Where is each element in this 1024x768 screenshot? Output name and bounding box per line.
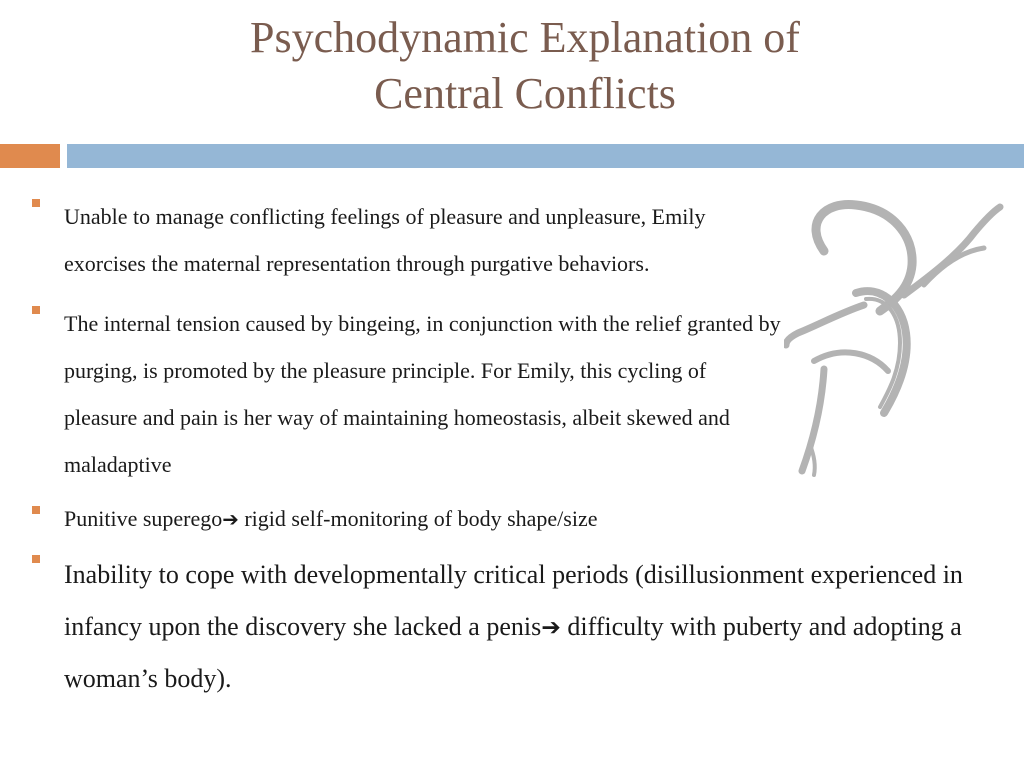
- title-line-1: Psychodynamic Explanation of: [250, 13, 800, 62]
- bullet-text-after-arrow: difficulty with puberty and adopting a woman’s body).: [64, 612, 962, 693]
- square-bullet-icon: [32, 555, 40, 563]
- bullet-item: [28, 193, 784, 287]
- title-line-2: Central Conflicts: [374, 69, 676, 118]
- right-arrow-icon: ➔: [541, 613, 561, 641]
- square-bullet-icon: [32, 306, 40, 314]
- square-bullet-icon: [32, 506, 40, 514]
- bullet-text: The internal tension caused by bingeing, in conjunction with the relief granted by purging, is promoted by the pleasure principle. For Emily, this cycling of pleasure and pain is her way of maintaining homeostasis, albeit skewed and maladaptive: [64, 311, 781, 477]
- right-arrow-icon: ➔: [222, 508, 239, 531]
- bullet-item: [28, 502, 988, 537]
- bullet-list: [28, 193, 988, 705]
- bullet-item: [28, 549, 988, 705]
- bullet-text-after-arrow: rigid self-monitoring of body shape/size: [238, 506, 598, 531]
- accent-bar-orange: [0, 144, 60, 168]
- bullet-text-before-arrow: Inability to cope with developmentally critical periods (disillusionment experienced in infancy upon the discovery she lacked a penis: [64, 560, 963, 641]
- slide-title: [0, 10, 1024, 122]
- bullet-text: Unable to manage conflicting feelings of pleasure and unpleasure, Emily exorcises the maternal representation through purgative behaviors.: [64, 204, 706, 276]
- square-bullet-icon: [32, 199, 40, 207]
- accent-bar-blue: [67, 144, 1024, 168]
- bullet-item: [28, 300, 784, 488]
- bullet-text-before-arrow: Punitive superego: [64, 506, 223, 531]
